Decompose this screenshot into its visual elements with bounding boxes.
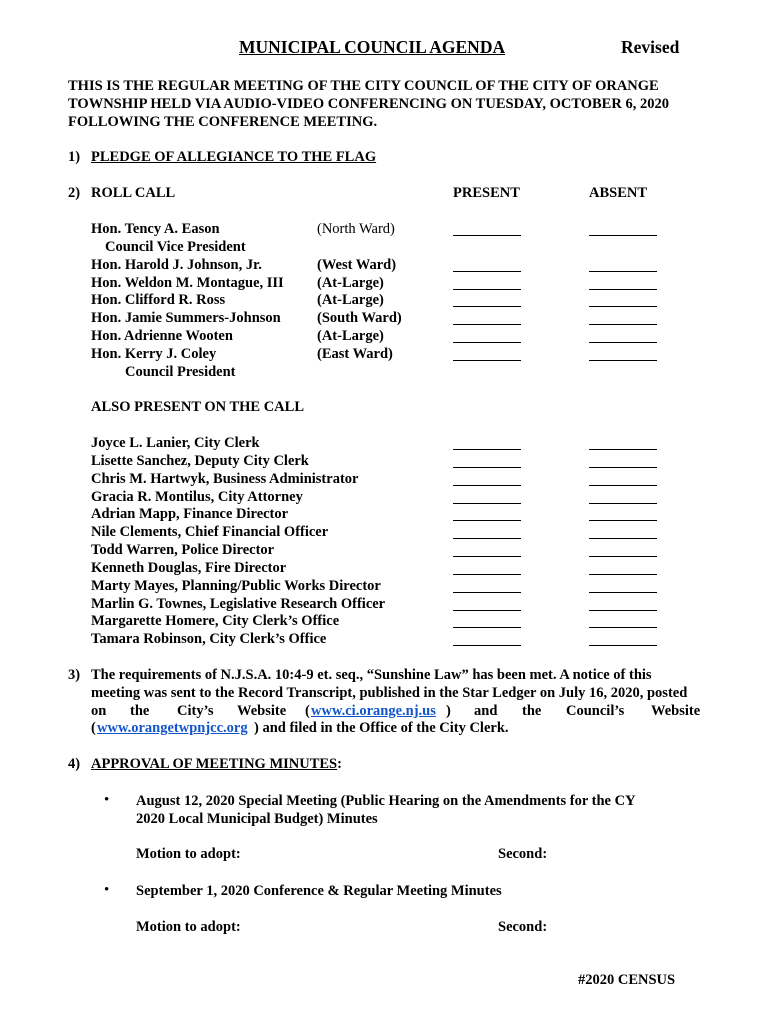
minutes-item-1-line-2: 2020 Local Municipal Budget) Minutes [136,811,378,827]
present-blank [453,556,521,557]
page-title: MUNICIPAL COUNCIL AGENDA [239,37,506,57]
minutes-item-2: September 1, 2020 Conference & Regular Meeting Minutes [136,883,502,899]
staff-name: Marty Mayes, Planning/Public Works Director [91,578,381,594]
present-blank [453,610,521,611]
staff-name: Chris M. Hartwyk, Business Administrator [91,471,359,487]
member-name: Hon. Clifford R. Ross [91,292,226,308]
item-3-number: 3) [68,667,81,683]
item-3-paren: ( [305,703,310,719]
present-blank [453,467,521,468]
motion-label: Motion to adopt: [136,846,241,862]
absent-blank [589,324,657,325]
member-name: Hon. Adrienne Wooten [91,328,233,344]
staff-name: Lisette Sanchez, Deputy City Clerk [91,453,309,469]
second-label: Second: [498,919,548,935]
absent-blank [589,503,657,504]
item-3-word: and [474,703,498,719]
census-footer: #2020 CENSUS [578,972,676,988]
item-4-label-text: APPROVAL OF MEETING MINUTES [91,756,338,772]
absent-blank [589,645,657,646]
item-3-paren: ) [446,703,451,719]
present-blank [453,627,521,628]
member-name: Hon. Weldon M. Montague, III [91,275,284,291]
present-blank [453,342,521,343]
item-2-number: 2) [68,185,81,201]
absent-blank [589,289,657,290]
present-blank [453,289,521,290]
item-4-number: 4) [68,756,81,772]
item-3-line-2: meeting was sent to the Record Transcript, published in the Star Ledger on July 16, 2020, posted [91,685,688,701]
member-name: Hon. Harold J. Johnson, Jr. [91,257,262,273]
present-header: PRESENT [453,185,520,201]
absent-blank [589,592,657,593]
absent-blank [589,556,657,557]
present-blank [453,235,521,236]
second-label: Second: [498,846,548,862]
member-ward: (At-Large) [317,292,384,308]
staff-name: Todd Warren, Police Director [91,542,275,558]
present-blank [453,271,521,272]
item-4-label: APPROVAL OF MEETING MINUTES: [91,756,342,772]
revised-label: Revised [621,37,680,57]
absent-blank [589,538,657,539]
item-3-line-4-tail: ) and filed in the Office of the City Clerk. [254,720,509,736]
item-3-word: on [91,703,107,719]
member-ward: (At-Large) [317,275,384,291]
bullet-icon: • [104,792,110,808]
present-blank [453,360,521,361]
member-name: Hon. Tency A. Eason [91,221,220,237]
city-website-link[interactable]: www.ci.orange.nj.us [311,703,436,719]
item-3-word: Council’s [566,703,625,719]
item-3-word: the [522,703,542,719]
absent-header: ABSENT [589,185,648,201]
member-ward: (East Ward) [317,346,393,362]
absent-blank [589,610,657,611]
item-2-label: ROLL CALL [91,185,176,201]
item-3-paren: ( [91,720,96,736]
item-3-word: Website [237,703,287,719]
present-blank [453,645,521,646]
present-blank [453,520,521,521]
staff-name: Margarette Homere, City Clerk’s Office [91,613,340,629]
absent-blank [589,235,657,236]
absent-blank [589,271,657,272]
present-blank [453,503,521,504]
minutes-item-1-line-1: August 12, 2020 Special Meeting (Public Hearing on the Amendments for the CY [136,793,636,809]
absent-blank [589,467,657,468]
item-3-word: City’s [177,703,214,719]
council-website-link[interactable]: www.orangetwpnjcc.org [97,720,248,736]
present-blank [453,592,521,593]
item-3-word: Website [651,703,701,719]
present-blank [453,306,521,307]
item-3-word: the [130,703,150,719]
staff-name: Kenneth Douglas, Fire Director [91,560,287,576]
absent-blank [589,627,657,628]
member-title: Council President [125,364,236,380]
present-blank [453,485,521,486]
motion-label: Motion to adopt: [136,919,241,935]
member-ward: (West Ward) [317,257,397,273]
item-1-number: 1) [68,149,81,165]
member-title: Council Vice President [105,239,246,255]
also-present-header: ALSO PRESENT ON THE CALL [91,399,304,415]
staff-name: Tamara Robinson, City Clerk’s Office [91,631,327,647]
bullet-icon: • [104,882,110,898]
staff-name: Nile Clements, Chief Financial Officer [91,524,329,540]
absent-blank [589,520,657,521]
staff-name: Marlin G. Townes, Legislative Research Officer [91,596,386,612]
absent-blank [589,485,657,486]
member-ward: (At-Large) [317,328,384,344]
present-blank [453,324,521,325]
item-1-label: PLEDGE OF ALLEGIANCE TO THE FLAG [91,149,377,165]
absent-blank [589,360,657,361]
member-name: Hon. Kerry J. Coley [91,346,217,362]
present-blank [453,574,521,575]
present-blank [453,538,521,539]
staff-name: Adrian Mapp, Finance Director [91,506,289,522]
member-ward: (South Ward) [317,310,402,326]
intro-paragraph: THIS IS THE REGULAR MEETING OF THE CITY COUNCIL OF THE CITY OF ORANGE TOWNSHIP HELD VIA AUDIO-VIDEO CONFERENCING ON TUESDAY, OCTOBER 6, 2020 FOLLOWING THE CONFERENCE MEETING. [68,78,669,130]
absent-blank [589,449,657,450]
staff-name: Gracia R. Montilus, City Attorney [91,489,303,505]
absent-blank [589,574,657,575]
item-3-line-1: The requirements of N.J.S.A. 10:4-9 et. seq., “Sunshine Law” has been met. A notice of this [91,667,652,683]
present-blank [453,449,521,450]
member-ward: (North Ward) [317,221,395,237]
absent-blank [589,342,657,343]
staff-name: Joyce L. Lanier, City Clerk [91,435,260,451]
absent-blank [589,306,657,307]
member-name: Hon. Jamie Summers-Johnson [91,310,281,326]
